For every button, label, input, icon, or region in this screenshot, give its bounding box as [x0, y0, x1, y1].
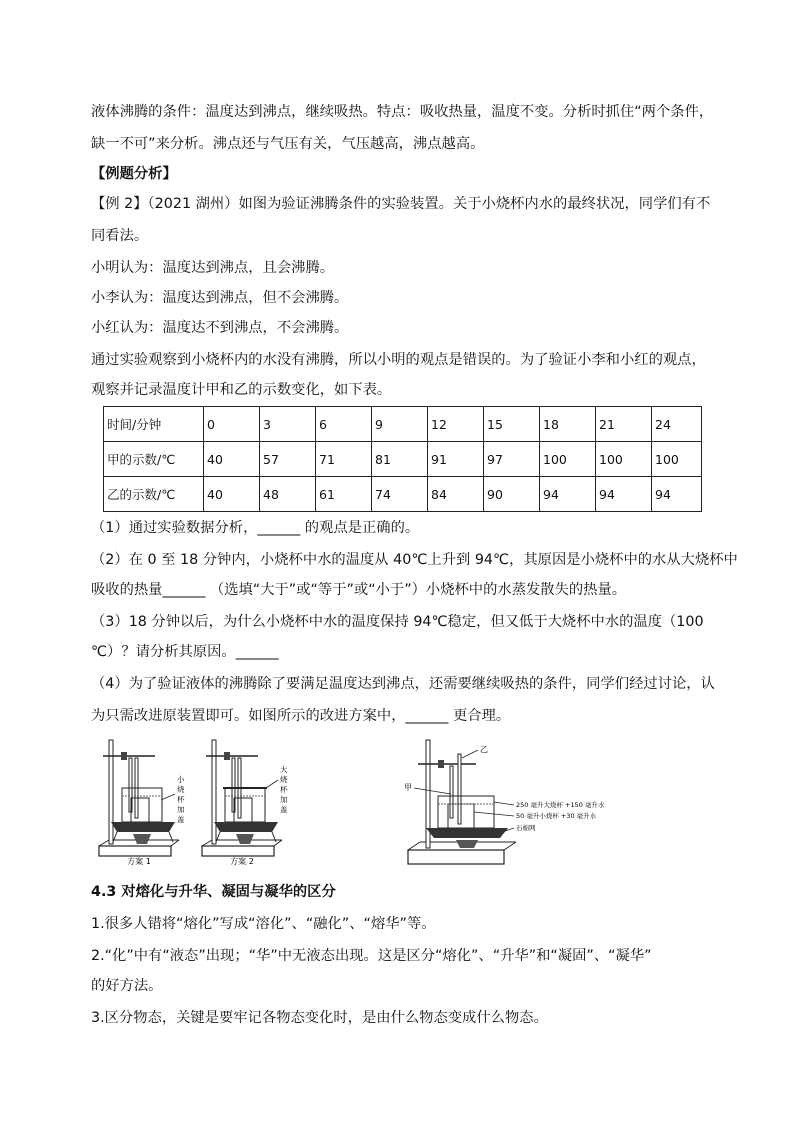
plan-2-side-char: 加 — [280, 795, 288, 804]
table-cell: 74 — [372, 477, 428, 512]
table-cell: 81 — [372, 442, 428, 477]
table-cell: 97 — [484, 442, 540, 477]
table-header-time: 时间/分钟 — [104, 407, 204, 442]
table-cell: 9 — [372, 407, 428, 442]
section-heading: 【例题分析】 — [91, 166, 177, 182]
plan-1-caption: 方案 1 — [127, 857, 151, 866]
table-cell: 40 — [204, 477, 260, 512]
plan-2-side-char: 杯 — [280, 785, 288, 794]
table-cell: 84 — [428, 477, 484, 512]
plan-2-apparatus-illustration — [198, 738, 298, 866]
plan-1-side-char: 盖 — [177, 815, 185, 824]
table-cell: 71 — [316, 442, 372, 477]
table-cell: 48 — [260, 477, 316, 512]
plan-1-side-char: 加 — [177, 805, 185, 814]
section-2-item-1: 1.很多人错将“熔化”写成“溶化”、“融化”、“熔华”等。 — [91, 916, 436, 932]
table-row-jia — [104, 442, 702, 477]
plan-2-caption: 方案 2 — [230, 857, 254, 866]
note-asbestos-net: 石棉网 — [516, 824, 536, 832]
example-line-1: 【例 2】（2021 湖州）如图为验证沸腾条件的实验装置。关于小烧杯内水的最终状况，同学们有不 — [91, 196, 711, 212]
table-cell: 0 — [204, 407, 260, 442]
section-2-item-2-line-1: 2.“化”中有“液态”出现；“华”中无液态出现。这是区分“熔化”、“升华”和“凝固”、“凝华” — [91, 948, 652, 964]
thermometer-jia-label: 甲 — [404, 783, 412, 792]
table-cell: 40 — [204, 442, 260, 477]
thermometer-yi-label: 乙 — [480, 745, 488, 754]
section-2-item-2-line-2: 的好方法。 — [91, 978, 163, 994]
table-header-jia: 甲的示数/℃ — [104, 442, 204, 477]
question-3-line-2: ℃）？请分析其原因。______ — [91, 644, 279, 660]
table-cell: 100 — [596, 442, 652, 477]
table-cell: 57 — [260, 442, 316, 477]
intro-line-2: 缺一不可”来分析。沸点还与气压有关，气压越高，沸点越高。 — [91, 136, 485, 152]
table-cell: 90 — [484, 477, 540, 512]
figure-main-apparatus — [398, 736, 608, 872]
temperature-table — [103, 406, 702, 512]
section-2-item-3: 3.区分物态，关键是要牢记各物态变化时，是由什么物态变成什么物态。 — [91, 1010, 548, 1026]
table-cell: 15 — [484, 407, 540, 442]
table-row-time — [104, 407, 702, 442]
table-cell: 6 — [316, 407, 372, 442]
table-cell: 24 — [652, 407, 702, 442]
plan-1-side-char: 烧 — [177, 785, 185, 794]
question-4-line-2: 为只需改进原装置即可。如图所示的改进方案中，______ 更合理。 — [91, 708, 511, 724]
plan-2-side-char: 烧 — [280, 775, 288, 784]
table-row-yi — [104, 477, 702, 512]
figure-plan-1 — [95, 738, 195, 866]
table-cell: 100 — [652, 442, 702, 477]
table-cell: 91 — [428, 442, 484, 477]
opinion-xiaoming: 小明认为：温度达到沸点，且会沸腾。 — [91, 260, 335, 276]
example-line-2: 同看法。 — [91, 228, 149, 244]
question-4-line-1: （4）为了验证液体的沸腾除了要满足温度达到沸点，还需要继续吸热的条件，同学们经过讨论，认 — [91, 676, 715, 692]
observation-line-1: 通过实验观察到小烧杯内的水没有沸腾，所以小明的观点是错误的。为了验证小李和小红的观点， — [91, 352, 706, 368]
section-2-heading: 4.3 对熔化与升华、凝固与凝华的区分 — [91, 884, 336, 900]
table-cell: 94 — [652, 477, 702, 512]
plan-1-apparatus-illustration — [95, 738, 195, 866]
main-apparatus-illustration — [398, 736, 608, 872]
intro-line-1: 液体沸腾的条件：温度达到沸点，继续吸热。特点：吸收热量，温度不变。分析时抓住“两个条件， — [91, 104, 714, 120]
plan-2-side-char: 大 — [280, 765, 288, 774]
opinion-xiaoli: 小李认为：温度达到沸点，但不会沸腾。 — [91, 290, 349, 306]
question-2-line-1: （2）在 0 至 18 分钟内，小烧杯中水的温度从 40℃上升到 94℃，其原因是小烧杯中的水从大烧杯中 — [91, 552, 738, 568]
table-cell: 12 — [428, 407, 484, 442]
figure-plan-2 — [198, 738, 298, 866]
question-3-line-1: （3）18 分钟以后，为什么小烧杯中水的温度保持 94℃稳定，但又低于大烧杯中水的温度（100 — [91, 614, 704, 630]
plan-1-side-char: 小 — [177, 775, 185, 784]
plan-2-side-char: 盖 — [280, 805, 288, 814]
question-2-line-2: 吸收的热量______ （选填“大于”或“等于”或“小于”）小烧杯中的水蒸发散失的热量。 — [91, 582, 627, 598]
table-cell: 94 — [540, 477, 596, 512]
question-1: （1）通过实验数据分析，______ 的观点是正确的。 — [91, 520, 420, 536]
observation-line-2: 观察并记录温度计甲和乙的示数变化，如下表。 — [91, 382, 392, 398]
table-cell: 18 — [540, 407, 596, 442]
table-cell: 100 — [540, 442, 596, 477]
plan-1-side-char: 杯 — [177, 795, 185, 804]
note-small-beaker: 50 毫升小烧杯 +30 毫升水 — [516, 812, 597, 820]
opinion-xiaohong: 小红认为：温度达不到沸点，不会沸腾。 — [91, 320, 349, 336]
table-cell: 3 — [260, 407, 316, 442]
table-header-yi: 乙的示数/℃ — [104, 477, 204, 512]
table-cell: 94 — [596, 477, 652, 512]
note-large-beaker: 250 毫升大烧杯 +150 毫升水 — [516, 801, 605, 809]
table-cell: 21 — [596, 407, 652, 442]
table-cell: 61 — [316, 477, 372, 512]
